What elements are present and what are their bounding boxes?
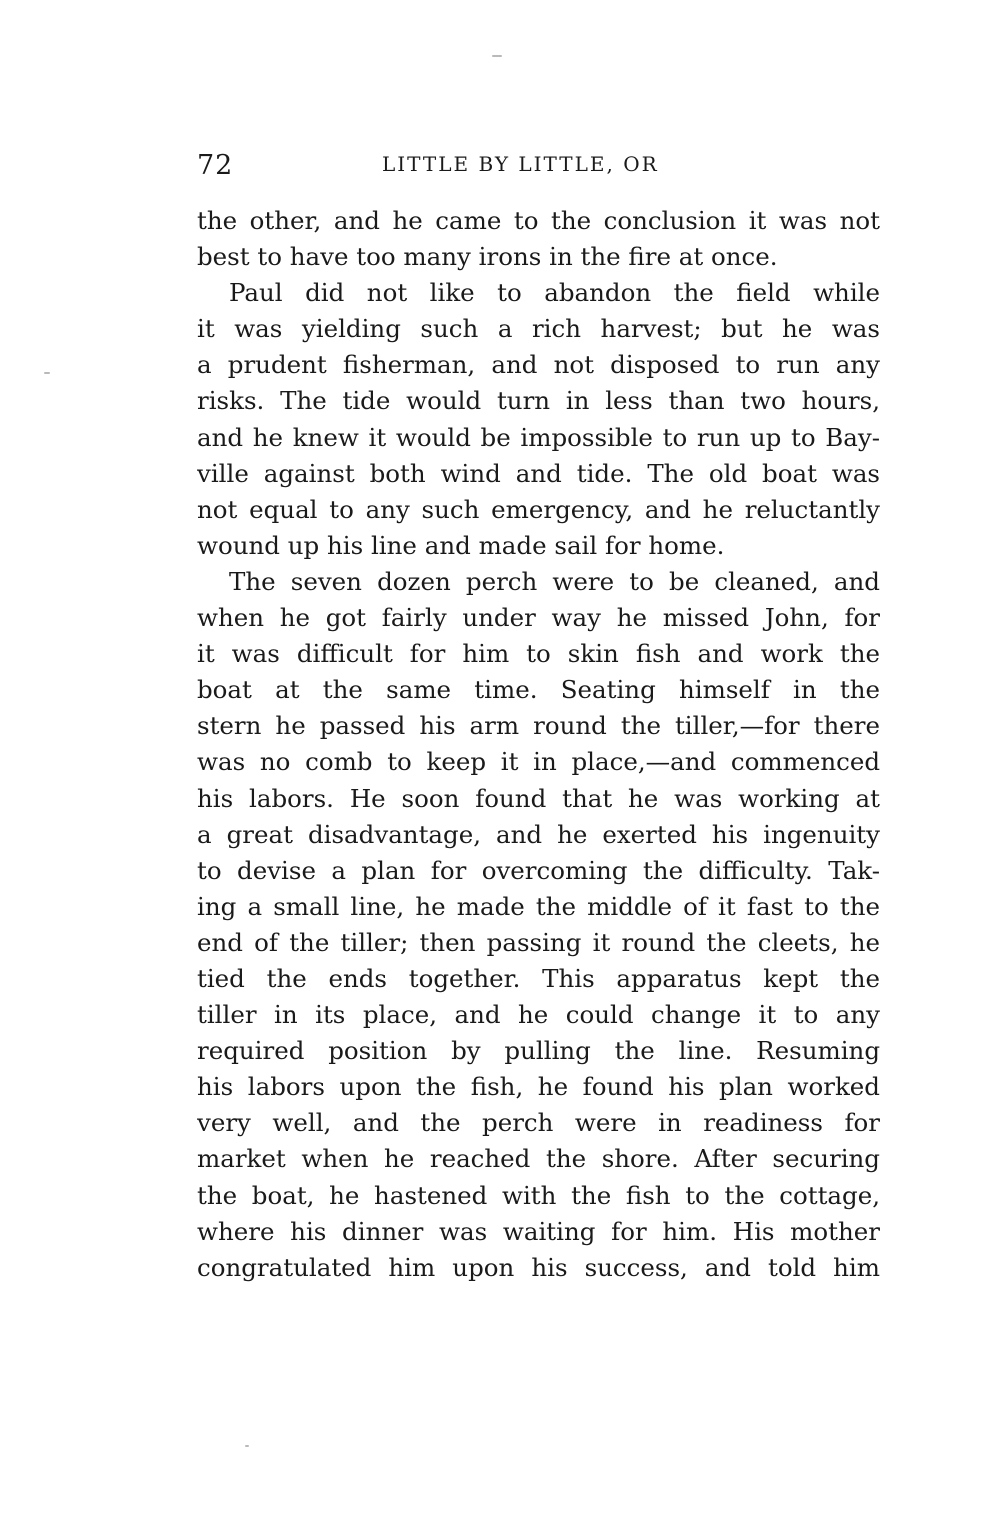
paragraph-start-line: Paul did not like to abandon the field while [229, 278, 880, 308]
text-line: best to have too many irons in the fire at once. [197, 242, 778, 272]
page-number: 72 [197, 150, 234, 181]
text-line: end of the tiller; then passing it round the cleets, he [197, 927, 880, 957]
text-line: ing a small line, he made the middle of it fast to the [197, 891, 880, 921]
text-line: risks. The tide would turn in less than two hours, [197, 386, 880, 416]
text-line: was no comb to keep it in place,—and commenced [197, 747, 880, 777]
text-line: very well, and the perch were in readiness for [197, 1108, 880, 1138]
text-line: tiller in its place, and he could change it to any [197, 1000, 880, 1030]
text-line: not equal to any such emergency, and he reluctantly [197, 494, 880, 524]
paper-speck [245, 1445, 249, 1447]
text-line: ville against both wind and tide. The old boat was [197, 458, 880, 488]
text-line: when he got fairly under way he missed John, for [197, 603, 880, 633]
text-line: wound up his line and made sail for home. [197, 530, 725, 560]
running-title: LITTLE BY LITTLE, OR [382, 152, 659, 176]
text-line: it was yielding such a rich harvest; but he was [197, 314, 880, 344]
text-line: it was difficult for him to skin fish and work the [197, 639, 880, 669]
paper-speck [44, 372, 50, 374]
text-line: and he knew it would be impossible to run up to Bay- [197, 422, 880, 452]
text-line: the boat, he hastened with the fish to the cottage, [197, 1180, 880, 1210]
text-line: a prudent fisherman, and not disposed to run any [197, 350, 880, 380]
text-line: tied the ends together. This apparatus kept the [197, 963, 880, 993]
text-line: the other, and he came to the conclusion it was not [197, 206, 880, 235]
text-line: congratulated him upon his success, and told him [197, 1252, 880, 1282]
paper-speck [492, 55, 502, 57]
text-line: boat at the same time. Seating himself in the [197, 675, 880, 705]
text-line: where his dinner was waiting for him. His mother [197, 1216, 880, 1246]
page-header [197, 150, 880, 184]
text-line: stern he passed his arm round the tiller,—for there [197, 711, 880, 741]
text-line: his labors upon the fish, he found his plan worked [197, 1072, 880, 1102]
text-line: to devise a plan for overcoming the difficulty. Tak- [197, 855, 880, 885]
body-text [197, 203, 880, 1286]
paragraph-start-line: The seven dozen perch were to be cleaned, and [229, 566, 880, 596]
text-line: market when he reached the shore. After securing [197, 1144, 880, 1174]
text-line: a great disadvantage, and he exerted his ingenuity [197, 819, 880, 849]
text-line: required position by pulling the line. Resuming [197, 1036, 880, 1066]
text-line: his labors. He soon found that he was working at [197, 783, 880, 813]
